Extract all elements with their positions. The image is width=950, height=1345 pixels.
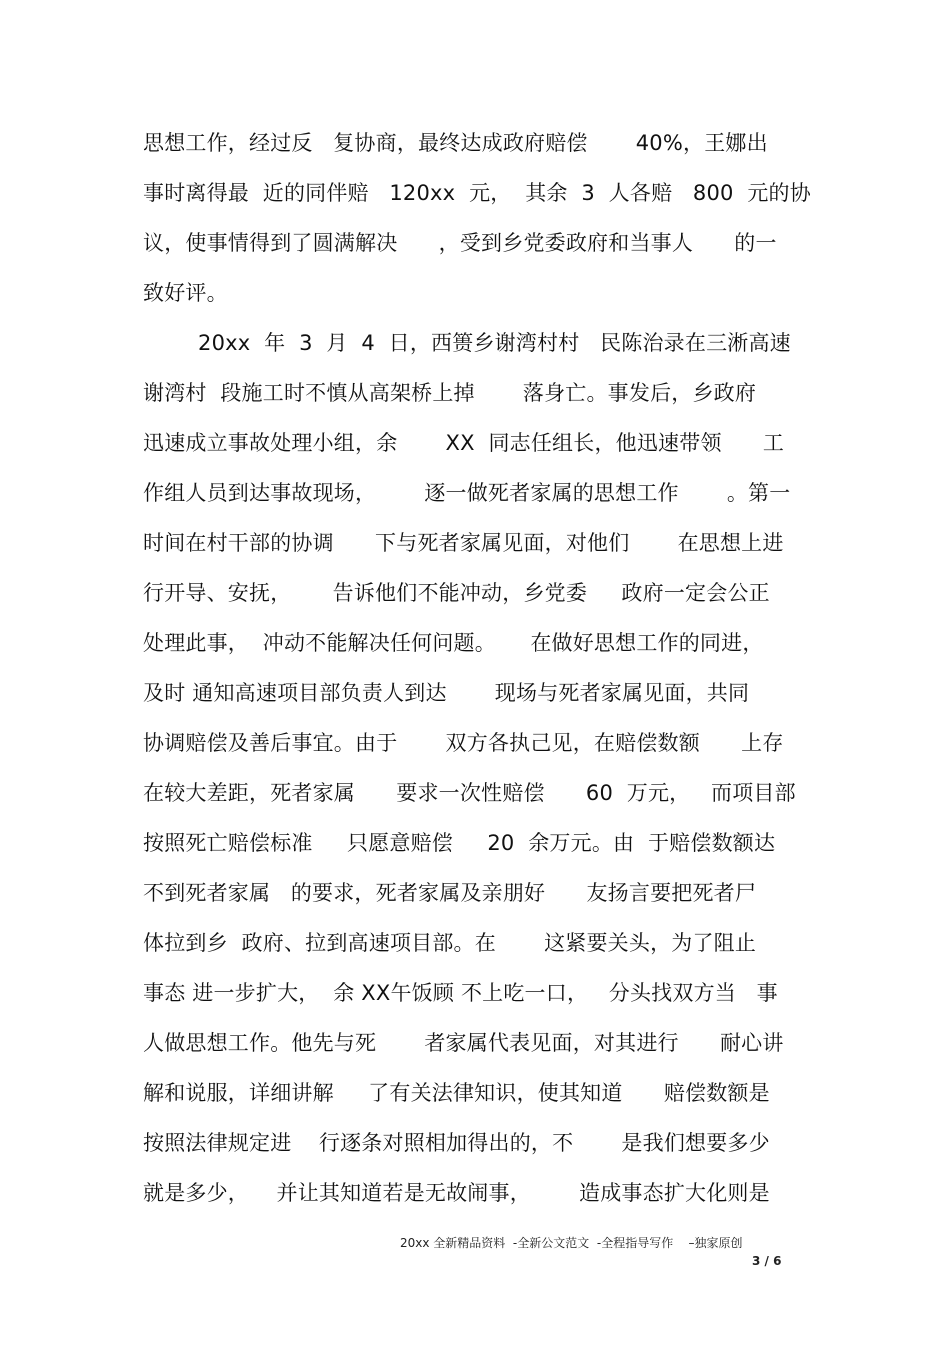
text-line: 思想工作，经过反 复协商，最终达成政府赔偿 40%，王娜出 — [143, 131, 768, 155]
text-line: 不到死者家属 的要求，死者家属及亲朋好 友扬言要把死者尸 — [143, 881, 757, 905]
text-line: 体拉到乡 政府、拉到高速项目部。在 这紧要关头，为了阻止 — [143, 931, 757, 955]
text-line: 就是多少， 并让其知道若是无故闹事， 造成事态扩大化则是 — [143, 1181, 770, 1205]
text-line: 解和说服，详细讲解 了有关法律知识，使其知道 赔偿数额是 — [143, 1081, 770, 1105]
text-line: 按照法律规定进 行逐条对照相加得出的，不 是我们想要多少 — [143, 1131, 770, 1155]
text-line: 处理此事， 冲动不能解决任何问题。 在做好思想工作的同进， — [143, 631, 764, 655]
text-line: 协调赔偿及善后事宜。由于 双方各执己见，在赔偿数额 上存 — [143, 731, 784, 755]
text-line: 事态 进一步扩大， 余 XX午饭顾 不上吃一口， 分头找双方当 事 — [143, 981, 778, 1005]
text-line: 在较大差距，死者家属 要求一次性赔偿 60 万元， 而项目部 — [143, 781, 796, 805]
text-line: 人做思想工作。他先与死 者家属代表见面，对其进行 耐心讲 — [143, 1031, 784, 1055]
text-line: 迅速成立事故处理小组，余 XX 同志任组长，他迅速带领 工 — [143, 431, 785, 455]
text-line: 议，使事情得到了圆满解决 ，受到乡党委政府和当事人 的一 — [143, 231, 777, 255]
text-line: 致好评。 — [143, 281, 228, 305]
body-text — [143, 118, 813, 1218]
text-line: 按照死亡赔偿标准 只愿意赔偿 20 余万元。由 于赔偿数额达 — [143, 831, 776, 855]
text-line: 行开导、安抚， 告诉他们不能冲动，乡党委 政府一定会公正 — [143, 581, 770, 605]
text-line: 20xx 年 3 月 4 日，西篑乡谢湾村村 民陈治录在三淅高速 — [143, 331, 791, 355]
text-line: 及时 通知高速项目部负责人到达 现场与死者家属见面，共同 — [143, 681, 750, 705]
page-footer: 20xx 全新精品资料 -全新公文范文 -全程指导写作 –独家原创 — [400, 1236, 743, 1250]
text-line: 作组人员到达事故现场， 逐一做死者家属的思想工作 。第一 — [143, 481, 791, 505]
text-line: 时间在村干部的协调 下与死者家属见面，对他们 在思想上进 — [143, 531, 784, 555]
text-line: 事时离得最 近的同伴赔 120xx 元， 其余 3 人各赔 800 元的协 — [143, 181, 811, 205]
page-number: 3 / 6 — [752, 1254, 782, 1268]
text-line: 谢湾村 段施工时不慎从高架桥上掉 落身亡。事发后，乡政府 — [143, 381, 757, 405]
